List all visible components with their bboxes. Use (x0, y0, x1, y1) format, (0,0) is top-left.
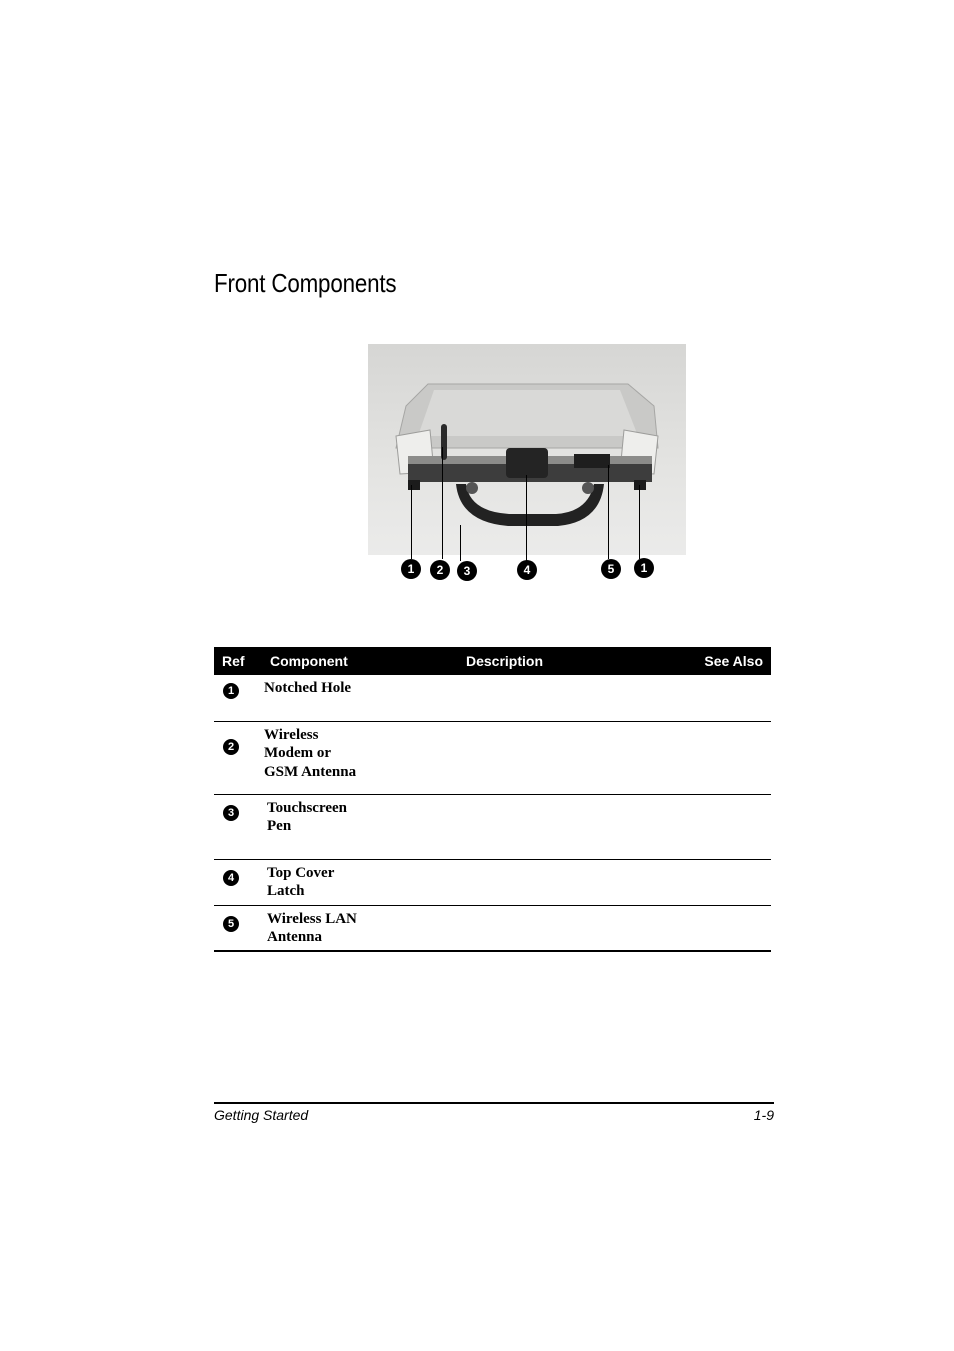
ref-badge: 3 (223, 805, 239, 821)
callout-latch: 4 (517, 560, 537, 580)
header-ref: Ref (214, 647, 264, 675)
header-see-also: See Also (656, 647, 771, 675)
description-cell (466, 905, 656, 951)
component-name: Wireless LAN Antenna (267, 910, 357, 945)
callout-leader-1 (411, 485, 412, 559)
page-title: Front Components (214, 268, 397, 298)
description-cell (466, 859, 656, 905)
ref-badge: 5 (223, 916, 239, 932)
table-row (214, 794, 771, 859)
header-component: Component (264, 647, 466, 675)
description-cell (466, 675, 656, 721)
ref-badge: 1 (223, 683, 239, 699)
component-name: Notched Hole (264, 680, 352, 696)
components-table (214, 647, 771, 952)
component-name: Wireless Modem or GSM Antenna (264, 726, 357, 780)
callout-leader-3 (460, 525, 461, 561)
callout-pen: 3 (457, 561, 477, 581)
table-header-row (214, 647, 771, 675)
footer-page-number: 1-9 (753, 1107, 774, 1123)
callout-antenna: 2 (430, 560, 450, 580)
see-also-cell (656, 675, 771, 721)
header-description: Description (466, 647, 656, 675)
footer-section-title: Getting Started (214, 1107, 309, 1123)
ref-badge: 2 (223, 739, 239, 755)
component-name: Top Cover Latch (267, 864, 335, 899)
callout-leader-6 (639, 485, 640, 559)
ref-badge: 4 (223, 870, 239, 886)
figure-callouts (368, 555, 698, 585)
description-cell (466, 794, 656, 859)
callout-wlan-antenna: 5 (601, 559, 621, 579)
table-row (214, 859, 771, 905)
callout-leader-4 (526, 475, 527, 561)
callout-leader-2 (442, 447, 443, 559)
see-also-cell (656, 905, 771, 951)
callout-notched-hole-right: 1 (634, 558, 654, 578)
description-cell (466, 721, 656, 794)
callout-leader-5 (608, 465, 609, 559)
callout-notched-hole-left: 1 (401, 559, 421, 579)
see-also-cell (656, 794, 771, 859)
see-also-cell (656, 721, 771, 794)
page-footer (214, 1102, 774, 1123)
table-row (214, 675, 771, 721)
table-row (214, 905, 771, 951)
see-also-cell (656, 859, 771, 905)
component-name: Touchscreen Pen (267, 799, 348, 834)
table-row (214, 721, 771, 794)
